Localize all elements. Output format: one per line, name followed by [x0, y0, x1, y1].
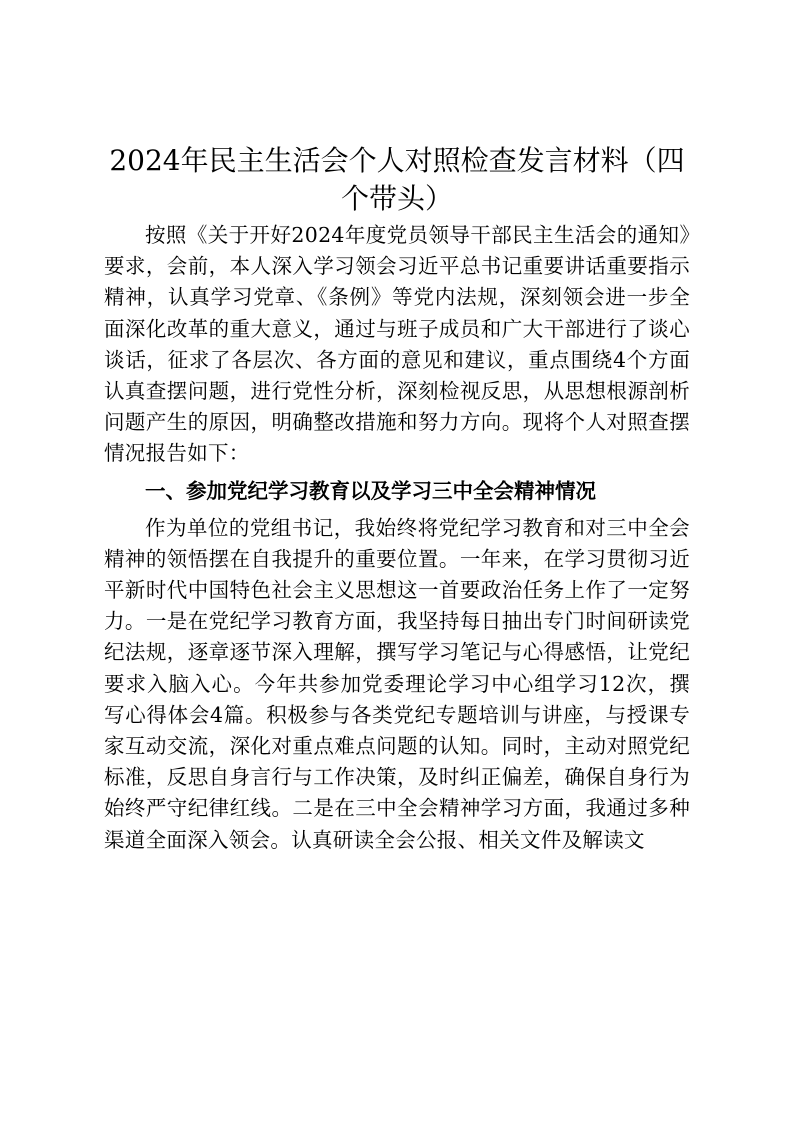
document-page: [104, 142, 690, 856]
document-title: 2024年民主生活会个人对照检查发言材料（四个带头）: [109, 144, 685, 215]
intro-paragraph: 按照《关于开好2024年度党员领导干部民主生活会的通知》要求，会前，本人深入学习领会习近平总书记重要讲话重要指示精神，认真学习党章、《条例》等党内法规，深刻领会进一步全面深化改革的重大意义，通过与班子成员和广大干部进行了谈心谈话，征求了各层次、各方面的意见和建议，重点围绕4个方面认真查摆问题，进行党性分析，深刻检视反思，从思想根源剖析问题产生的原因，明确整改措施和努力方向。现将个人对照查摆情况报告如下：: [104, 223, 690, 466]
section-1-paragraph: 作为单位的党组书记，我始终将党纪学习教育和对三中全会精神的领悟摆在自我提升的重要位置。一年来，在学习贯彻习近平新时代中国特色社会主义思想这一首要政治任务上作了一定努力。一是在党纪学习教育方面，我坚持每日抽出专门时间研读党纪法规，逐章逐节深入理解，撰写学习笔记与心得感悟，让党纪要求入脑入心。今年共参加党委理论学习中心组学习12次，撰写心得体会4篇。积极参与各类党纪专题培训与讲座，与授课专家互动交流，深化对重点难点问题的认知。同时，主动对照党纪标准，反思自身言行与工作决策，及时纠正偏差，确保自身行为始终严守纪律红线。二是在三中全会精神学习方面，我通过多种渠道全面深入领会。认真研读全会公报、相关文件及解读文: [104, 515, 690, 852]
section-heading-1: 一、参加党纪学习教育以及学习三中全会精神情况: [145, 478, 596, 503]
